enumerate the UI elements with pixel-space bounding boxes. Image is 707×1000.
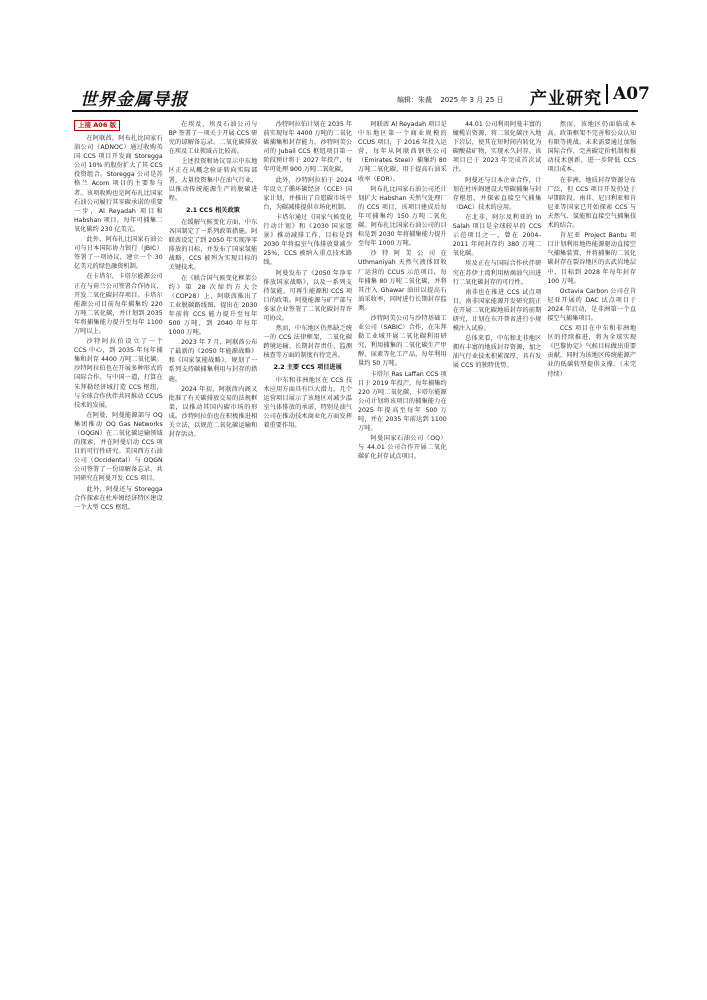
article-paragraph: 沙特阿美公司在 Uthmaniyah 天然气液体回收厂运营的 CCUS 示范项目，每年捕集 80 万吨二氧化碳，并将其注入 Ghawar 油田以提高石油采收率，同时进行长期封存监测。	[358, 250, 447, 312]
article-paragraph: 总体来看，中东和北非地区拥有丰富的地质封存资源，加之油气行业技术积累深厚，具有发展 CCS 的独特优势。	[452, 335, 542, 370]
article-paragraph: 阿布扎比国家石油公司还计划扩大 Habshan 天然气处理厂的 CCS 项目，该项目建成后每年可捕集约 150 万吨二氧化碳。阿布扎比国家石油公司的目标是到 2030 年将捕集能力提升至每年 1000 万吨。	[358, 185, 447, 248]
article-paragraph: 肯尼亚 Project Bantu 项目计划利用地热能源驱动直接空气捕集装置，并将捕集的二氧化碳封存在裂谷地区的玄武岩地层中，目标到 2028 年每年封存 100 万吨。	[547, 232, 637, 285]
article-paragraph: 沙特阿拉伯计划在 2035 年前实现每年 4400 万吨的二氧化碳捕集和封存能力。沙特阿美公司的 Jubail CCS 枢纽项目第一阶段预计将于 2027 年投产，每年可处理 900 万吨二氧化碳。	[263, 121, 353, 174]
article-paragraph: 在北非，阿尔及利亚的 In Salah 项目是全球较早的 CCS 示范项目之一，曾在 2004–2011 年间封存约 380 万吨二氧化碳。	[452, 213, 542, 258]
article-paragraph: 阿联酋 Al Reyadah 项目是中东地区第一个商业规模的 CCUS 项目，于 2016 年投入运营，每年从阿联酋钢铁公司（Emirates Steel）捕集约 80 万吨二氧化碳，用于提高石油采收率（EOR）。	[358, 121, 447, 183]
article-paragraph: 此外，阿布扎比国家石油公司与日本国际协力银行（JBIC）签署了一项协议，建立一个 30 亿美元的绿色融资机制。	[74, 236, 163, 271]
article-paragraph: Octavia Carbon 公司在肯尼亚开展的 DAC 试点项目于 2024 年启动，是非洲第一个直接空气捕集项目。	[547, 287, 637, 322]
article-paragraph: 然而，该地区仍面临成本高、政策框架不完善和公众认知有限等挑战。未来需要通过加强国际合作、完善碳定价机制和推动技术创新，进一步降低 CCS 项目成本。	[547, 121, 637, 174]
article-paragraph: 中东和非洲地区在 CCS 技术应用方面具有巨大潜力。几个运营项目展示了该地区对减少温室气体排放的承诺，特别是油气公司在推动技术商业化方面发挥着重要作用。	[263, 376, 353, 429]
article-column	[169, 120, 258, 920]
article-column	[547, 120, 636, 920]
article-body	[74, 120, 636, 920]
article-paragraph: 然而，中东地区仍然缺乏统一的 CCS 法律框架，二氧化碳跨境运输、长期封存责任、监测核查等方面的制度有待完善。	[263, 325, 353, 360]
article-paragraph: 44.01 公司利用阿曼丰富的橄榄岩资源，将二氧化碳注入地下岩层，使其在短时间内转化为碳酸盐矿物，实现永久封存。该项目已于 2023 年完成首次试注。	[452, 121, 542, 174]
article-paragraph: 在缓解气候变化方面，中东各国制定了一系列政策措施。阿联酋设定了到 2050 年实现净零排放的目标，并发布了国家氢能战略，CCS 被列为实现目标的关键技术。	[168, 218, 258, 272]
issue-date: 2025 年 3 月 25 日	[440, 96, 504, 104]
article-subheading: 2.1 CCS 相关政策	[186, 206, 240, 214]
article-column	[74, 120, 163, 920]
article-paragraph: 此外，阿曼还与 Storegga 合作探索在杜库姆经济特区建设一个大型 CCS 枢纽。	[74, 485, 163, 511]
article-paragraph: 上述投资和协议显示中东地区正在从概念验证转向实际部署，大量投资集中在油气行业，以推动传统能源生产的脱碳进程。	[168, 158, 258, 202]
header-rule	[72, 110, 638, 112]
article-paragraph: 2024 年初，阿联酋内阁又批准了有关碳排放交易的法规框架，以推动其国内碳市场的形成。沙特阿拉伯也在积极推进相关立法，以规范二氧化碳运输和封存活动。	[168, 385, 258, 439]
article-paragraph: 阿曼还与日本企业合作，计划在杜库姆建设大型碳捕集与封存枢纽，并探索直接空气捕集（DAC）技术的应用。	[452, 176, 542, 211]
article-column	[358, 120, 447, 920]
article-paragraph: 在卡塔尔，卡塔尔能源公司正在与荷兰公司签署合作协议，开发二氧化碳封存项目。卡塔尔能源公司目前每年捕集约 220 万吨二氧化碳，并计划到 2035 年将捕集能力提升至每年 1100 万吨以上。	[74, 273, 163, 335]
article-paragraph: 阿曼国家石油公司（OQ）与 44.01 公司合作开展二氧化碳矿化封存试点项目。	[358, 435, 447, 461]
newspaper-logo: 世界金属导报	[80, 90, 188, 110]
continued-from-tag: 上接 A06 版	[74, 120, 120, 131]
article-paragraph: 2023 年 7 月，阿联酋公布了最新的《2050 年能源战略》和《国家氢能战略》，规划了一系列支持碳捕集利用与封存的措施。	[168, 339, 258, 383]
article-paragraph: 南非也在推进 CCS 试点项目，南非国家能源开发研究院正在开展二氧化碳地质封存的前期研究，计划在东开普省进行小规模注入试验。	[452, 288, 542, 333]
header-meta	[397, 95, 510, 105]
article-paragraph: CCS 项目在中东和非洲地区的持续推进，将为全球实现《巴黎协定》气候目标做出重要贡献，同时为该地区传统能源产业的低碳转型提供支撑。（未完待续）	[547, 325, 637, 378]
article-paragraph: 沙特阿拉伯设立了一个 CCS 中心，到 2035 年每年捕集和封存 4400 万吨二氧化碳。沙特阿拉伯也在开展多种形式的国际合作。与中国一道，打算在朱拜勒经济城打造 CCS 枢纽，与全球合作伙伴共同推动 CCUS 技术的发展。	[74, 338, 163, 409]
masthead	[0, 0, 707, 122]
page-number: A07	[606, 84, 650, 104]
article-paragraph: 沙特阿美公司与沙特基础工业公司（SABIC）合作，在朱拜勒工业城开展二氧化碳利用研究，利用捕集的二氧化碳生产甲醇、尿素等化工产品，每年利用量约 50 万吨。	[358, 314, 447, 368]
article-paragraph: 在阿曼，阿曼能源部与 OQ 集团推动 OQ Gas Networks（OQGN）在二氧化碳运输领域的探索，并在阿曼启动 CCS 项目的可行性研究。美国西方石油公司（Occidental）与 OQGN 公司签署了一份谅解备忘录，共同研究在阿曼开发 CCS 项目。	[74, 411, 163, 483]
article-subheading: 2.2 主要 CCS 项目进展	[273, 364, 342, 372]
article-paragraph: 阿曼发布了《2050 年净零排放国家战略》，以及一系列支持氢能、可再生能源和 CCS 项目的政策。阿曼能源与矿产部与多家企业签署了二氧化碳封存许可协议。	[263, 269, 353, 322]
article-column	[453, 120, 542, 920]
section-title: 产业研究	[530, 89, 602, 109]
article-paragraph: 埃及正在与国际合作伙伴研究在苏伊士湾利用枯竭油气田进行二氧化碳封存的可行性。	[452, 260, 542, 286]
editor-credit: 编辑：朱裁	[397, 96, 432, 104]
article-column	[263, 120, 352, 920]
article-paragraph: 在阿联酋，阿布扎比国家石油公司（ADNOC）通过收购英国 CCS 项目开发商 Storegga 公司 10% 的股份扩大了其 CCS 投资组合。Storegga 公司是苏格兰 Acorn 项目的主要参与者。该项收购也是阿布扎比国家石油公司履行其零碳承诺的重要一步，Al Reyadah 项目和 Habshan 项目，每年可捕集二氧化碳约 230 亿美元。	[74, 135, 163, 233]
article-paragraph: 在《联合国气候变化框架公约》第 28 次缔约方大会（COP28）上，阿联酋推出了工业脱碳路线图，提出在 2030 年前将 CCS 能力提升至每年 500 万吨，到 2040 年每年 1000 万吨。	[168, 274, 258, 337]
article-paragraph: 卡塔尔 Ras Laffan CCS 项目于 2019 年投产，每年捕集约 220 万吨二氧化碳，卡塔尔能源公司计划将该项目的捕集能力在 2025 年提高至每年 500 万吨，并在 2035 年前达到 1100 万吨。	[358, 370, 447, 433]
article-paragraph: 此外，沙特阿拉伯于 2024 年设立了循环碳经济（CCE）国家计划，并推出了自愿碳市场平台，为碳减排提供市场化机制。	[263, 176, 353, 211]
article-paragraph: 在非洲，地质封存资源分布广泛，但 CCS 项目开发仍处于早期阶段。南非、尼日利亚和肯尼亚等国家已开始探索 CCS 与天然气、氢能和直接空气捕集技术的结合。	[547, 176, 637, 230]
article-paragraph: 卡塔尔通过《国家气候变化行动计划》和《2030 国家愿景》推动减排工作，目标是到 2030 年将温室气体排放量减少 25%，CCS 被纳入重点技术路线。	[263, 213, 353, 267]
article-paragraph: 在埃及，埃及石油公司与 BP 签署了一项关于开展 CCS 研究的谅解备忘录。二氧化碳排放在埃及工业领域占比较高。	[168, 121, 258, 156]
